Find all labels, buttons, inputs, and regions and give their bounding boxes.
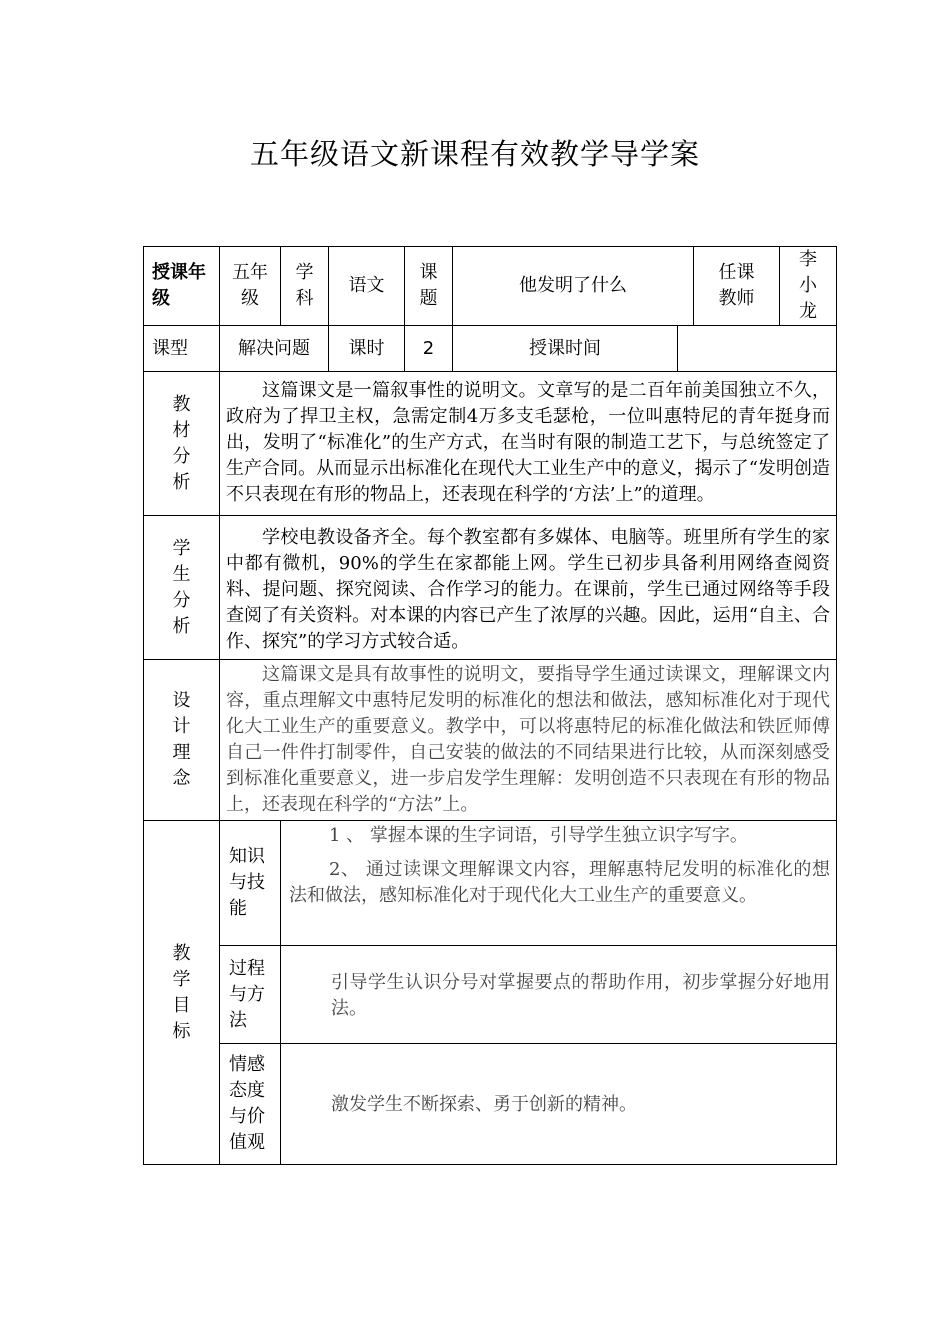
teacher-value-text: 李小龙 xyxy=(799,249,817,322)
grade-value xyxy=(220,247,281,326)
grade-label: 授课年级 xyxy=(144,247,220,326)
material-label xyxy=(144,372,220,516)
time-value xyxy=(678,326,837,372)
teacher-label-text: 任课教师 xyxy=(718,262,755,309)
students-row xyxy=(144,516,837,660)
teacher-value xyxy=(780,247,837,326)
page-title: 五年级语文新课程有效教学导学案 xyxy=(249,137,700,171)
course-row xyxy=(144,326,837,372)
process-cell xyxy=(281,946,837,1044)
emotion-label-text: 情感态度与价值观 xyxy=(229,1054,265,1153)
process-row xyxy=(144,946,837,1044)
material-row xyxy=(144,372,837,516)
topic-label xyxy=(405,247,453,326)
header-row xyxy=(144,247,837,326)
students-label xyxy=(144,516,220,660)
design-label xyxy=(144,660,220,821)
emotion-cell xyxy=(281,1044,837,1165)
subject-value: 语文 xyxy=(329,247,405,326)
knowledge-label-text: 知识与技能 xyxy=(229,846,265,919)
teacher-label xyxy=(694,247,780,326)
process-label-text: 过程与方法 xyxy=(229,957,265,1031)
grade-value-text: 五年级 xyxy=(232,262,268,309)
knowledge-label xyxy=(220,821,281,946)
hours-label: 课时 xyxy=(329,326,405,372)
topic-value: 他发明了什么 xyxy=(453,247,694,326)
topic-label-text: 课题 xyxy=(419,262,438,309)
process-label xyxy=(220,946,281,1044)
design-text-cell xyxy=(220,660,837,821)
students-text: 学校电教设备齐全。每个教室都有多媒体、电脑等。班里所有学生的家中都有微机，90%的学生在家都能上网。学生已初步具备利用网络查阅资料、提问题、探究阅读、合作学习的能力。在课前，学生已通过网络等手段查阅了有关资料。对本课的内容已产生了浓厚的兴趣。因此，运用“自主、合作、探究”的学习方式较合适。 xyxy=(226,526,830,652)
emotion-row xyxy=(144,1044,837,1165)
knowledge-cell xyxy=(281,821,837,946)
emotion-text: 激发学生不断探索、勇于创新的精神。 xyxy=(331,1094,637,1115)
knowledge-row xyxy=(144,821,837,946)
knowledge-item-1: 1 、 掌握本课的生字词语，引导学生独立识字写字。 xyxy=(329,825,748,846)
goals-label-text: 教学目标 xyxy=(172,942,191,1042)
time-label: 授课时间 xyxy=(453,326,678,372)
design-label-text: 设计理念 xyxy=(172,690,191,789)
lesson-plan-table xyxy=(143,246,837,1165)
design-row xyxy=(144,660,837,821)
emotion-label xyxy=(220,1044,281,1165)
subject-label-text: 学科 xyxy=(295,262,314,309)
type-value: 解决问题 xyxy=(220,326,329,372)
students-text-cell xyxy=(220,516,837,660)
subject-label xyxy=(281,247,329,326)
material-label-text: 教材分析 xyxy=(172,393,191,493)
hours-value: 2 xyxy=(405,326,453,372)
material-text: 这篇课文是一篇叙事性的说明文。文章写的是二百年前美国独立不久，政府为了捍卫主权，急需定制4万多支毛瑟枪，一位叫惠特尼的青年挺身而出，发明了“标准化”的生产方式，在当时有限的制造工艺下，与总统签定了生产合同。从而显示出标准化在现代大工业生产中的意义，揭示了“发明创造不只表现在有形的物品上，还表现在科学的‘方法’上”的道理。 xyxy=(226,380,830,505)
design-text: 这篇课文是具有故事性的说明文，要指导学生通过读课文，理解课文内容，重点理解文中惠特尼发明的标准化的想法和做法，感知标准化对于现代化大工业生产的重要意义。教学中，可以将惠特尼的标准化做法和铁匠师傅自己一件件打制零件，自己安装的做法的不同结果进行比较，从而深刻感受到标准化重要意义，进一步启发学生理解：发明创造不只表现在有形的物品上，还表现在科学的“方法”上。 xyxy=(226,664,830,815)
knowledge-item-2: 2、 通过读课文理解课文内容，理解惠特尼发明的标准化的想法和做法，感知标准化对于现代化大工业生产的重要意义。 xyxy=(289,859,830,906)
material-text-cell xyxy=(220,372,837,516)
process-text: 引导学生认识分号对掌握要点的帮助作用，初步掌握分好地用法。 xyxy=(331,971,830,1019)
type-label: 课型 xyxy=(144,326,220,372)
goals-label xyxy=(144,821,220,1165)
students-label-text: 学生分析 xyxy=(172,537,191,637)
